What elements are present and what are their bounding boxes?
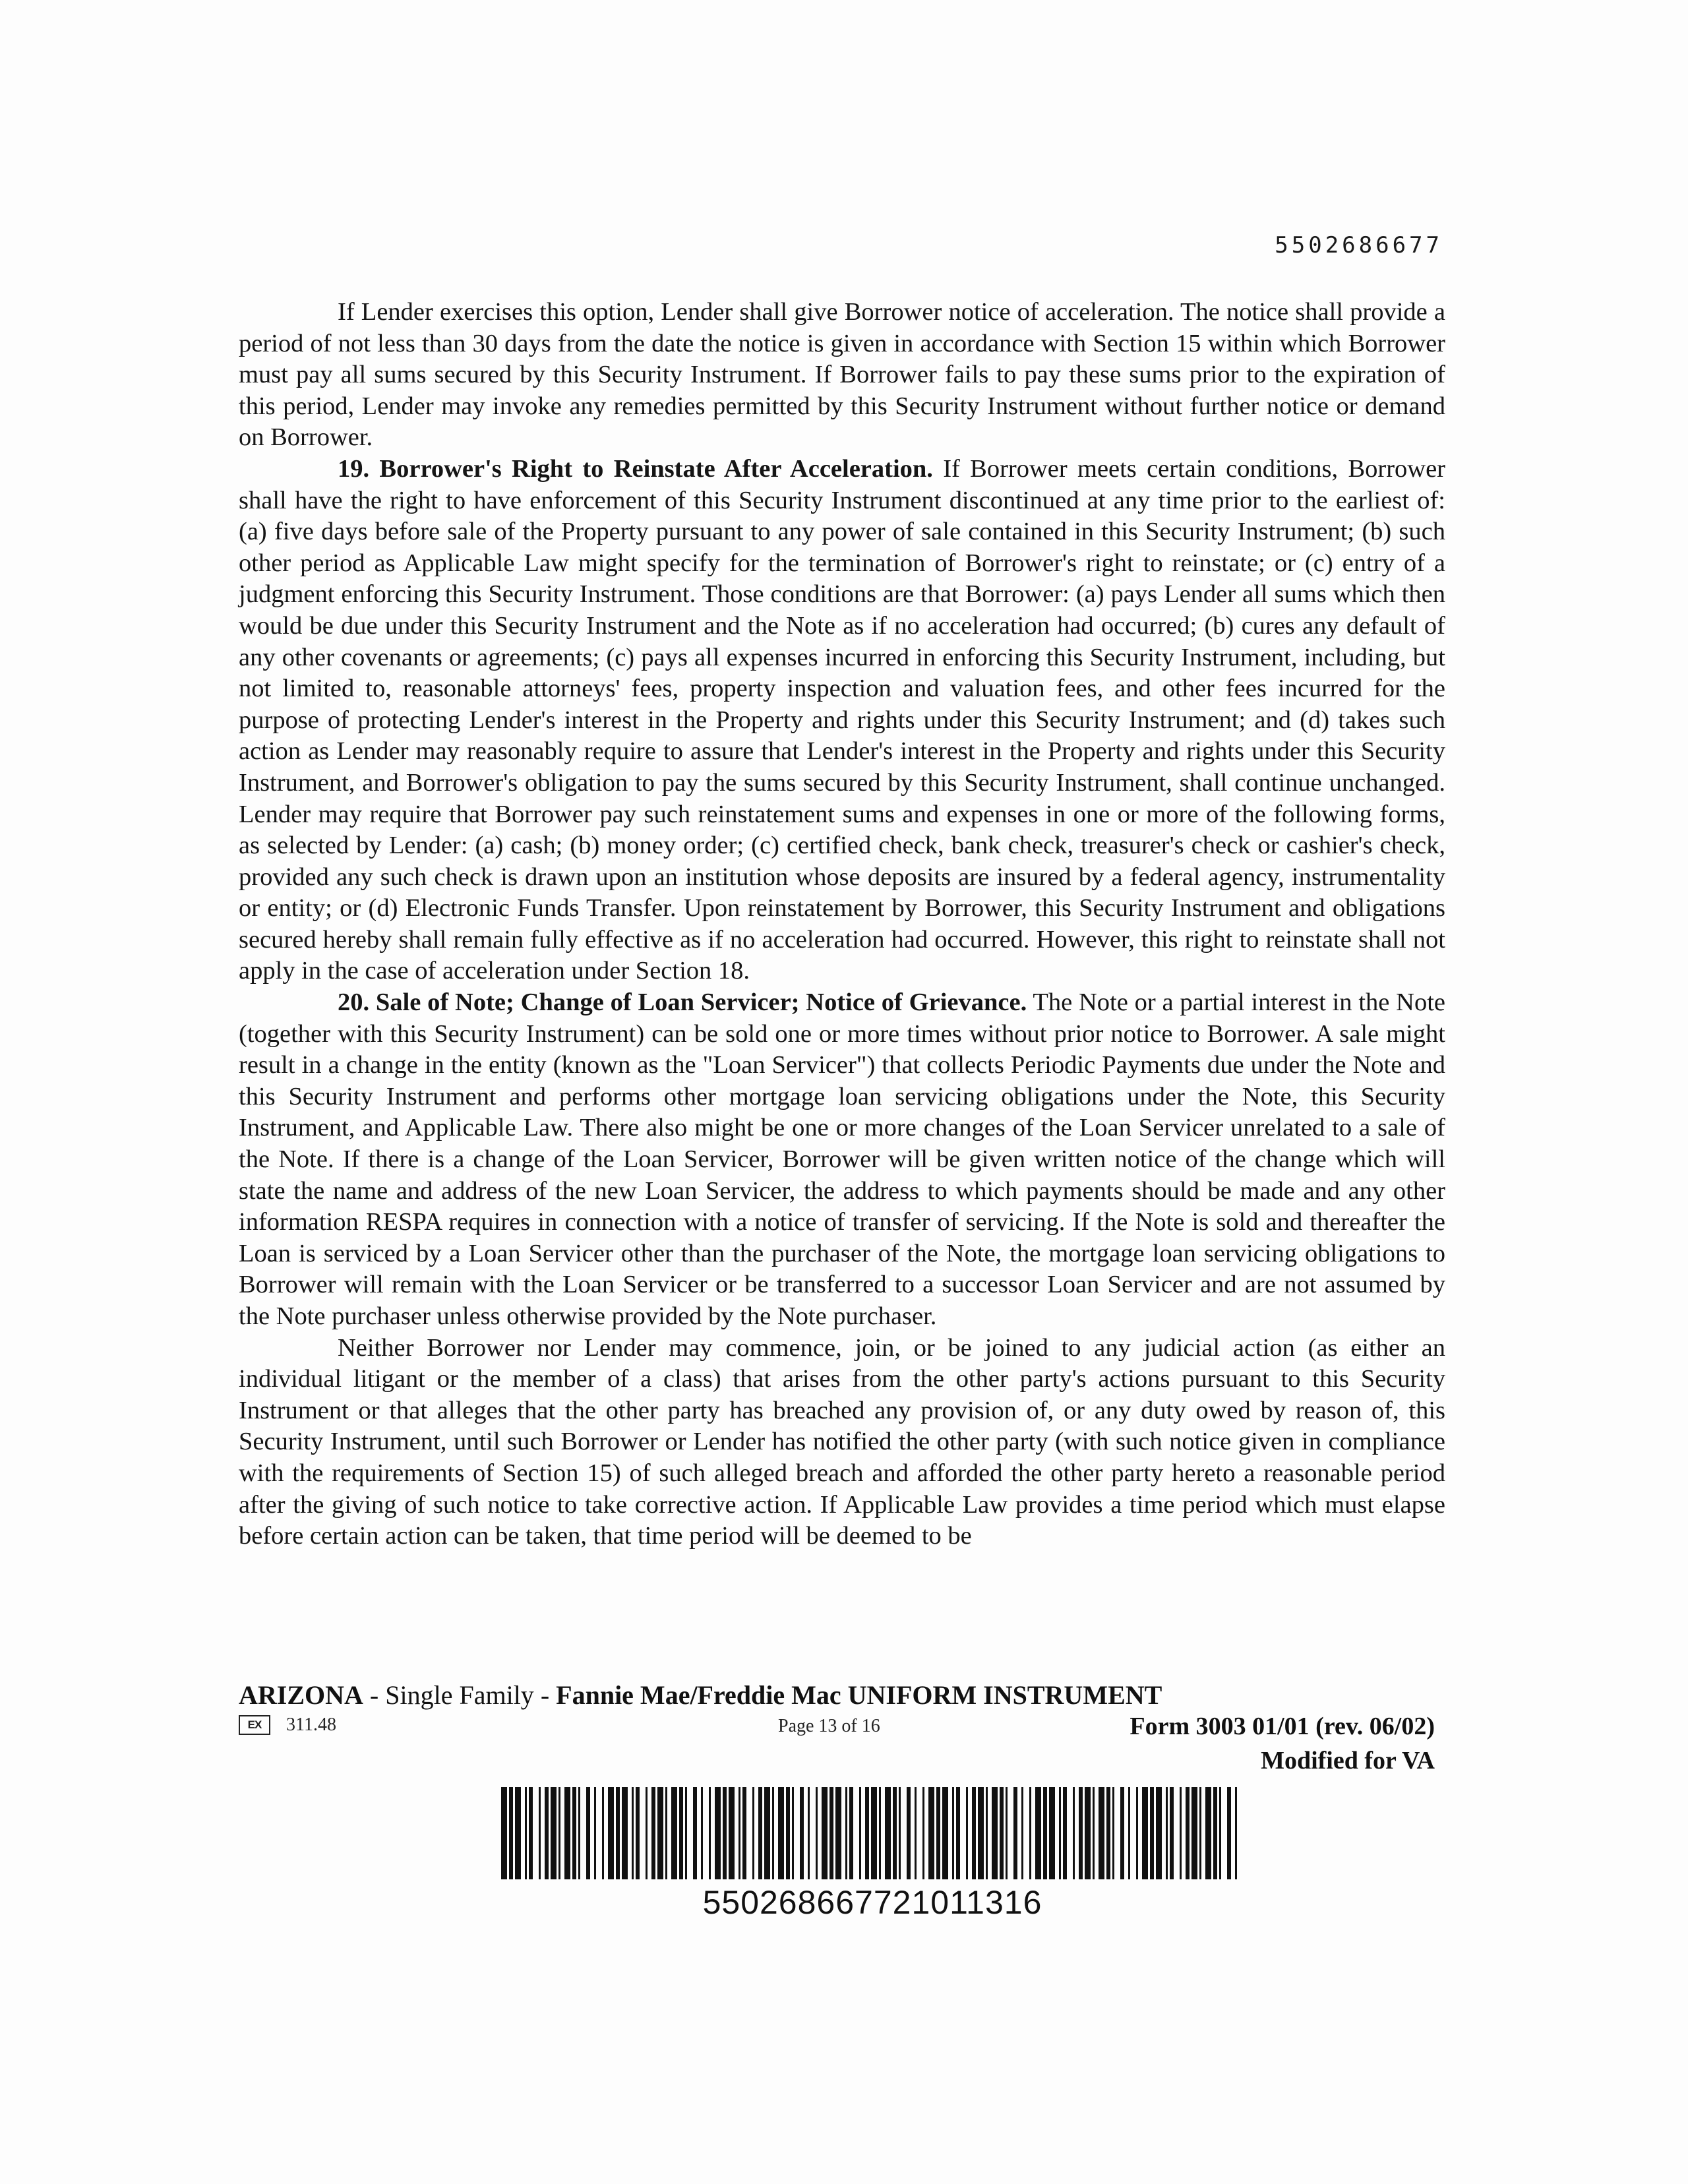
footer-separator: - [363,1680,386,1710]
paragraph-text: If Lender exercises this option, Lender shall give Borrower notice of acceleration. The notice shall provide a period of not less than 30 days from the date the notice is given in accordance with Section 15 within which Borrower must pay all sums secured by this Security Instrument. If Borrower fails to pay these sums prior to the expiration of this period, Lender may invoke any remedies permitted by this Security Instrument without further notice or demand on Borrower. [239,298,1445,452]
paragraph-judicial-action [239,1333,1445,1552]
form-number: Form 3003 01/01 (rev. 06/02) [1130,1713,1435,1740]
footer-family: Single Family [385,1680,534,1710]
section-20-heading: 20. Sale of Note; Change of Loan Servicer; Notice of Grievance. [338,988,1027,1017]
publisher-logo-icon: EX [239,1715,270,1735]
document-body [239,297,1445,1552]
form-code: 311.48 [286,1714,336,1735]
paragraph-acceleration-notice [239,297,1445,454]
footer-title [239,1680,1162,1711]
barcode-icon [501,1787,1244,1879]
footer-state: ARIZONA [239,1680,363,1710]
paragraph-text: If Borrower meets certain conditions, Borrower shall have the right to have enforcement of this Security Instrument discontinued at any time prior to the earliest of: (a) five days before sale of the Property pursuant to any power of sale contained in this Security Instrument; (b) such other period as Applicable Law might specify for the termination of Borrower's right to reinstate; or (c) entry of a judgment enforcing this Security Instrument. Those conditions are that Borrower: (a) pays Lender all sums which then would be due under this Security Instrument and the Note as if no acceleration had occurred; (b) cures any default of any other covenants or agreements; (c) pays all expenses incurred in enforcing this Security Instrument, including, but not limited to, reasonable attorneys' fees, property inspection and valuation fees, and other fees incurred for the purpose of protecting Lender's interest in the Property and rights under this Security Instrument; and (d) takes such action as Lender may reasonably require to assure that Lender's interest in the Property and rights under this Security Instrument, and Borrower's obligation to pay the sums secured by this Security Instrument, shall continue unchanged. Lender may require that Borrower pay such reinstatement sums and expenses in one or more of the following forms, as selected by Lender: (a) cash; (b) money order; (c) certified check, bank check, treasurer's check or cashier's check, provided any such check is drawn upon an institution whose deposits are insured by a federal agency, instrumentality or entity; or (d) Electronic Funds Transfer. Upon reinstatement by Borrower, this Security Instrument and obligations secured hereby shall remain fully effective as if no acceleration had occurred. However, this right to reinstate shall not apply in the case of acceleration under Section 18. [239,454,1445,985]
footer-instrument: Fannie Mae/Freddie Mac UNIFORM INSTRUMENT [556,1680,1162,1710]
footer-separator: - [533,1680,557,1710]
paragraph-section-20 [239,987,1445,1333]
loan-number: 5502686677 [1275,232,1443,258]
form-code-row [239,1714,336,1736]
paragraph-text: The Note or a partial interest in the Note (together with this Security Instrument) can be sold one or more times without prior notice to Borrower. A sale might result in a change in the entity (known as the "Loan Servicer") that collects Periodic Payments due under the Note and this Security Instrument and performs other mortgage loan servicing obligations under the Note, this Security Instrument, and Applicable Law. There also might be one or more changes of the Loan Servicer unrelated to a sale of the Note. If there is a change of the Loan Servicer, Borrower will be given written notice of the change which will state the name and address of the new Loan Servicer, the address to which payments should be made and any other information RESPA requires in connection with a notice of transfer of servicing. If the Note is sold and thereafter the Loan is serviced by a Loan Servicer other than the purchaser of the Note, the mortgage loan servicing obligations to Borrower will remain with the Loan Servicer or be transferred to a successor Loan Servicer and are not assumed by the Note purchaser unless otherwise provided by the Note purchaser. [239,988,1445,1330]
section-19-heading: 19. Borrower's Right to Reinstate After Acceleration. [338,454,933,483]
page-number: Page 13 of 16 [778,1716,880,1736]
paragraph-text: Neither Borrower nor Lender may commence, join, or be joined to any judicial action (as either an individual litigant or the member of a class) that arises from the other party's actions pursuant to this Security Instrument or that alleges that the other party has breached any provision of, or any duty owed by reason of, this Security Instrument, until such Borrower or Lender has notified the other party (with such notice given in compliance with the requirements of Section 15) of such alleged breach and afforded the other party hereto a reasonable period after the giving of such notice to take corrective action. If Applicable Law provides a time period which must elapse before certain action can be taken, that time period will be deemed to be [239,1333,1445,1550]
barcode-number: 550268667721011316 [702,1884,1042,1921]
paragraph-section-19 [239,454,1445,987]
modified-note: Modified for VA [1261,1747,1435,1774]
